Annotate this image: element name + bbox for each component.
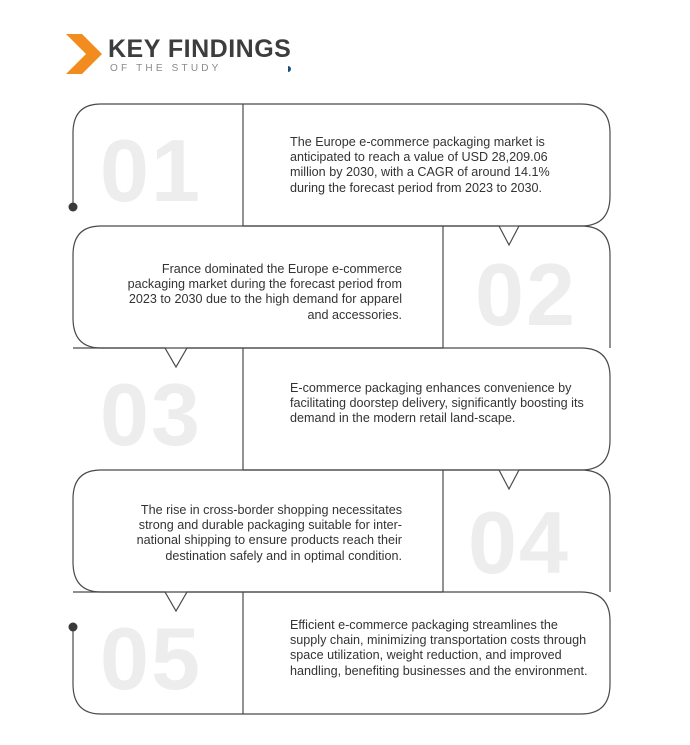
finding-text-02: France dominated the Europe e-commerce packaging market during the forecast period from 2023 to 2030 due to the high demand for apparel and accessories. (127, 262, 402, 322)
finding-number-04: 04 (468, 493, 570, 592)
finding-text-01: The Europe e-commerce packaging market is anticipated to reach a value of USD 28,209.06 million by 2030, with a CAGR of around 14.1% during the forecast period from 2023 to 2030. (290, 135, 550, 195)
finding-number-03: 03 (100, 365, 202, 464)
finding-text-05: Efficient e-commerce packaging streamlines the supply chain, minimizing transportation costs through space utilization, weight reduction, and improved handling, benefiting businesses and the environment. (290, 618, 588, 678)
finding-number-02: 02 (475, 245, 577, 344)
page-subtitle: OF THE STUDY (110, 63, 222, 74)
finding-text-03: E-commerce packaging enhances convenience by facilitating doorstep delivery, significantly boosting its demand in the modern retail land-scape. (290, 381, 584, 426)
page-title: KEY FINDINGS (108, 35, 292, 63)
finding-number-05: 05 (100, 609, 202, 708)
finding-text-04: The rise in cross-border shopping necessitates strong and durable packaging suitable for inter-national shipping to ensure products reach their destination safely and in optimal condition. (136, 503, 402, 563)
finding-number-01: 01 (100, 121, 202, 220)
